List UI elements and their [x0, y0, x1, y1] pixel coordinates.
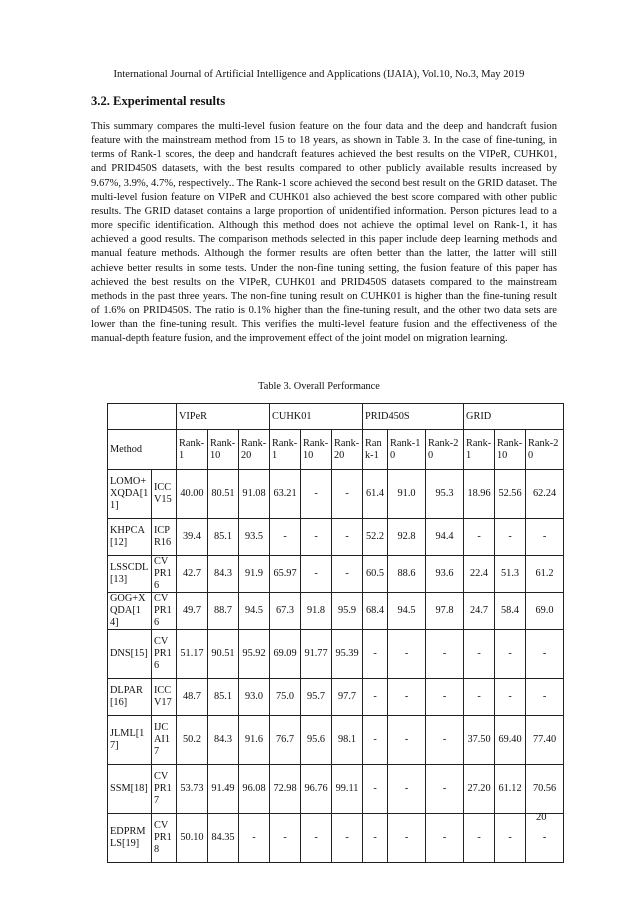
- value-cell: 52.2: [363, 519, 388, 556]
- table-row: [108, 556, 564, 593]
- table-row: [108, 593, 564, 630]
- value-cell: 53.73: [177, 765, 208, 814]
- dataset-header: VIPeR: [177, 404, 270, 430]
- value-cell: -: [301, 470, 332, 519]
- value-cell: 77.40: [526, 716, 564, 765]
- value-cell: 27.20: [464, 765, 495, 814]
- value-cell: 50.10: [177, 814, 208, 863]
- value-cell: 95.92: [239, 630, 270, 679]
- value-cell: 94.5: [239, 593, 270, 630]
- value-cell: 48.7: [177, 679, 208, 716]
- venue-cell: ICCV17: [152, 679, 177, 716]
- section-title: 3.2. Experimental results: [91, 94, 226, 108]
- value-cell: -: [464, 679, 495, 716]
- value-cell: 40.00: [177, 470, 208, 519]
- venue-cell: CVPR18: [152, 814, 177, 863]
- value-cell: 60.5: [363, 556, 388, 593]
- value-cell: 49.7: [177, 593, 208, 630]
- method-cell: JLML[17]: [108, 716, 152, 765]
- rank-header: Rank-10: [301, 430, 332, 470]
- value-cell: 69.09: [270, 630, 301, 679]
- method-cell: LSSCDL[13]: [108, 556, 152, 593]
- value-cell: -: [301, 556, 332, 593]
- value-cell: -: [332, 814, 363, 863]
- value-cell: 58.4: [495, 593, 526, 630]
- value-cell: 24.7: [464, 593, 495, 630]
- value-cell: 51.3: [495, 556, 526, 593]
- value-cell: 91.8: [301, 593, 332, 630]
- value-cell: 84.3: [208, 716, 239, 765]
- method-cell: LOMO+XQDA[11]: [108, 470, 152, 519]
- rank-header: Rank-20: [426, 430, 464, 470]
- method-cell: DNS[15]: [108, 630, 152, 679]
- value-cell: -: [388, 630, 426, 679]
- value-cell: 61.12: [495, 765, 526, 814]
- value-cell: 93.5: [239, 519, 270, 556]
- value-cell: 95.9: [332, 593, 363, 630]
- value-cell: 93.6: [426, 556, 464, 593]
- value-cell: -: [332, 556, 363, 593]
- value-cell: -: [464, 814, 495, 863]
- value-cell: 91.08: [239, 470, 270, 519]
- value-cell: 69.40: [495, 716, 526, 765]
- value-cell: -: [363, 765, 388, 814]
- value-cell: 84.3: [208, 556, 239, 593]
- value-cell: 52.56: [495, 470, 526, 519]
- value-cell: 22.4: [464, 556, 495, 593]
- value-cell: 63.21: [270, 470, 301, 519]
- value-cell: -: [301, 814, 332, 863]
- value-cell: 62.24: [526, 470, 564, 519]
- table-row: [108, 814, 564, 863]
- value-cell: -: [495, 630, 526, 679]
- value-cell: 39.4: [177, 519, 208, 556]
- value-cell: -: [495, 679, 526, 716]
- value-cell: 92.8: [388, 519, 426, 556]
- rank-header: Rank-1: [270, 430, 301, 470]
- value-cell: 94.5: [388, 593, 426, 630]
- value-cell: -: [388, 716, 426, 765]
- value-cell: -: [332, 519, 363, 556]
- value-cell: -: [363, 716, 388, 765]
- value-cell: 90.51: [208, 630, 239, 679]
- dataset-header: CUHK01: [270, 404, 363, 430]
- value-cell: 51.17: [177, 630, 208, 679]
- value-cell: 91.77: [301, 630, 332, 679]
- value-cell: 91.0: [388, 470, 426, 519]
- venue-cell: CVPR16: [152, 556, 177, 593]
- value-cell: -: [270, 814, 301, 863]
- rank-header: Rank-20: [332, 430, 363, 470]
- value-cell: 96.76: [301, 765, 332, 814]
- value-cell: 98.1: [332, 716, 363, 765]
- value-cell: 85.1: [208, 679, 239, 716]
- value-cell: 97.7: [332, 679, 363, 716]
- value-cell: 65.97: [270, 556, 301, 593]
- value-cell: 85.1: [208, 519, 239, 556]
- rank-header: Rank-1: [464, 430, 495, 470]
- value-cell: 95.6: [301, 716, 332, 765]
- value-cell: 42.7: [177, 556, 208, 593]
- value-cell: 91.9: [239, 556, 270, 593]
- venue-cell: CVPR16: [152, 630, 177, 679]
- method-header: Method: [108, 430, 177, 470]
- table-body: [108, 404, 564, 863]
- method-cell: KHPCA[12]: [108, 519, 152, 556]
- table-row: [108, 470, 564, 519]
- value-cell: -: [332, 470, 363, 519]
- table-row: [108, 519, 564, 556]
- journal-header: International Journal of Artificial Intelligence and Applications (IJAIA), Vol.10, No.3, May 2019: [113, 69, 525, 80]
- table-row: [108, 679, 564, 716]
- venue-cell: IJCAI17: [152, 716, 177, 765]
- venue-cell: CVPR16: [152, 593, 177, 630]
- value-cell: 80.51: [208, 470, 239, 519]
- value-cell: 50.2: [177, 716, 208, 765]
- value-cell: -: [526, 630, 564, 679]
- value-cell: -: [495, 519, 526, 556]
- method-cell: EDPRMLS[19]: [108, 814, 152, 863]
- venue-cell: CVPR17: [152, 765, 177, 814]
- value-cell: 61.4: [363, 470, 388, 519]
- rank-header: Rank-20: [526, 430, 564, 470]
- value-cell: 76.7: [270, 716, 301, 765]
- value-cell: -: [495, 814, 526, 863]
- value-cell: -: [426, 716, 464, 765]
- value-cell: -: [388, 765, 426, 814]
- value-cell: 88.7: [208, 593, 239, 630]
- value-cell: 91.6: [239, 716, 270, 765]
- value-cell: 75.0: [270, 679, 301, 716]
- value-cell: -: [526, 519, 564, 556]
- value-cell: -: [464, 630, 495, 679]
- value-cell: 72.98: [270, 765, 301, 814]
- venue-cell: ICPR16: [152, 519, 177, 556]
- value-cell: -: [388, 814, 426, 863]
- value-cell: -: [426, 630, 464, 679]
- value-cell: -: [270, 519, 301, 556]
- value-cell: 37.50: [464, 716, 495, 765]
- page-number: 20: [536, 812, 547, 823]
- value-cell: 67.3: [270, 593, 301, 630]
- value-cell: 91.49: [208, 765, 239, 814]
- body-paragraph: This summary compares the multi-level fusion feature on the four data and the deep and handcraft fusion feature with the mainstream method from 15 to 18 years, as shown in Table 3. In the case of fine-tuning, in terms of Rank-1 scores, the deep and handcraft features achieved the best results on the VIPeR, CUHK01, and PRID450S datasets, with the best results compared to other publicly available results increased by 9.67%, 3.9%, 4.7%, respectively.. The Rank-1 score achieved the second best result on the GRID dataset. The multi-level fusion feature on VIPeR and CUHK01 also achieved the best score compared with other public results. The GRID dataset contains a large proportion of unidentified information. Person pictures lead to a more specific identification. Although this method does not achieve the optimal level on Rank-1, it has achieved a good results. The comparison methods selected in this paper include deep learning methods and manual feature methods. Although the former results are often better than the latter, the latter will still achieve better results in some tests. Under the non-fine tuning setting, the fusion feature of this paper has achieved the best results on the VIPeR, CUHK01 and PRID450S datasets compared to the mainstream methods in the past three years. The non-fine tuning result on CUHK01 is higher than the fine-tuning result of 1.6% on PRID450S. The ratio is 0.1% higher than the fine-tuning result, and the other two data sets are lower than the fine-tuning result. This verifies the multi-level feature fusion and the effectiveness of the manual-depth feature fusion, and the improvement effect of the joint model on migration learning.: [91, 121, 557, 345]
- value-cell: -: [426, 814, 464, 863]
- venue-cell: ICCV15: [152, 470, 177, 519]
- method-cell: SSM[18]: [108, 765, 152, 814]
- value-cell: -: [363, 630, 388, 679]
- value-cell: -: [426, 679, 464, 716]
- value-cell: 95.39: [332, 630, 363, 679]
- rank-header-row: [108, 430, 564, 470]
- value-cell: 88.6: [388, 556, 426, 593]
- value-cell: 93.0: [239, 679, 270, 716]
- value-cell: 95.3: [426, 470, 464, 519]
- rank-header: Rank-10: [495, 430, 526, 470]
- value-cell: 70.56: [526, 765, 564, 814]
- value-cell: 95.7: [301, 679, 332, 716]
- value-cell: -: [363, 679, 388, 716]
- value-cell: 97.8: [426, 593, 464, 630]
- dataset-header-row: [108, 404, 564, 430]
- table-caption: Table 3. Overall Performance: [258, 381, 380, 392]
- value-cell: 68.4: [363, 593, 388, 630]
- value-cell: -: [239, 814, 270, 863]
- empty-header-cell: [108, 404, 177, 430]
- dataset-header: PRID450S: [363, 404, 464, 430]
- value-cell: -: [388, 679, 426, 716]
- value-cell: 69.0: [526, 593, 564, 630]
- rank-header: Rank-20: [239, 430, 270, 470]
- value-cell: 84.35: [208, 814, 239, 863]
- rank-header: Rank-10: [208, 430, 239, 470]
- rank-header: Rank-10: [388, 430, 426, 470]
- value-cell: 61.2: [526, 556, 564, 593]
- value-cell: -: [363, 814, 388, 863]
- method-cell: GOG+XQDA[14]: [108, 593, 152, 630]
- performance-table: [107, 403, 564, 863]
- value-cell: -: [301, 519, 332, 556]
- table-row: [108, 765, 564, 814]
- value-cell: 18.96: [464, 470, 495, 519]
- method-cell: DLPAR[16]: [108, 679, 152, 716]
- table-row: [108, 716, 564, 765]
- value-cell: -: [526, 679, 564, 716]
- table-row: [108, 630, 564, 679]
- value-cell: 94.4: [426, 519, 464, 556]
- dataset-header: GRID: [464, 404, 564, 430]
- value-cell: 96.08: [239, 765, 270, 814]
- rank-header: Rank-1: [177, 430, 208, 470]
- value-cell: -: [526, 814, 564, 863]
- value-cell: -: [426, 765, 464, 814]
- rank-header: Rank-1: [363, 430, 388, 470]
- value-cell: 99.11: [332, 765, 363, 814]
- value-cell: -: [464, 519, 495, 556]
